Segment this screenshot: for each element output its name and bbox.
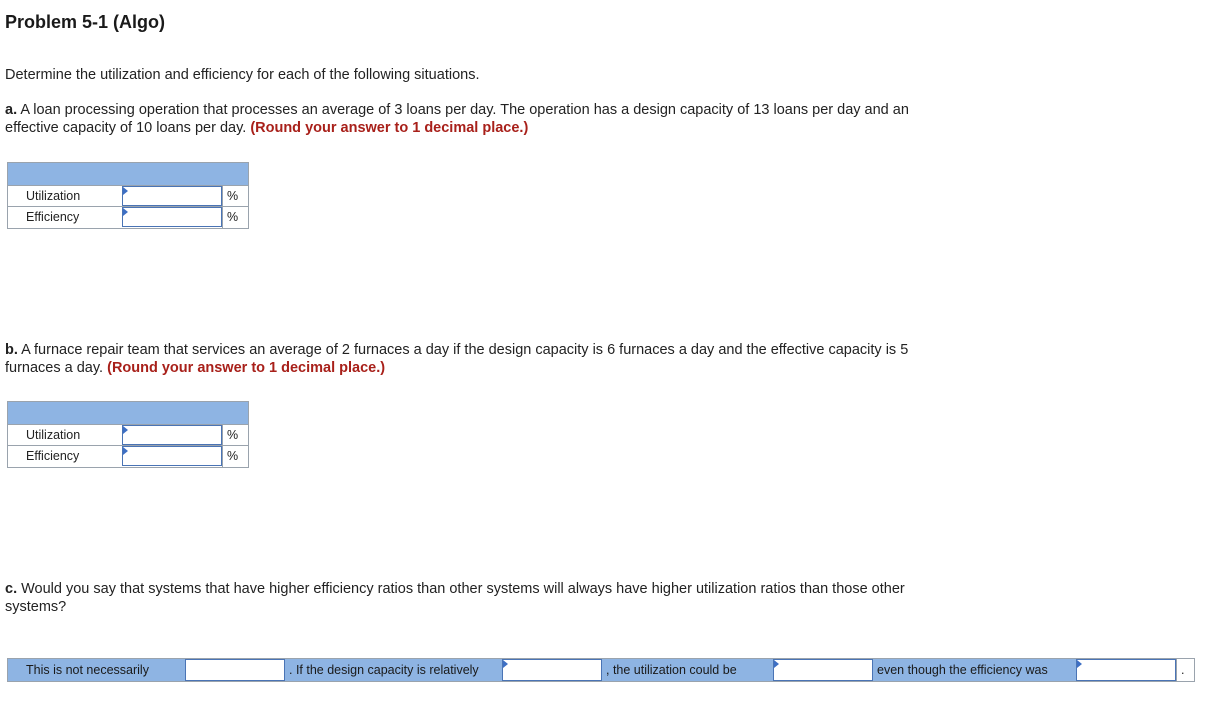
input-marker-icon xyxy=(123,208,128,216)
part-c-question xyxy=(5,580,955,616)
input-marker-icon xyxy=(1077,660,1082,668)
table-row xyxy=(7,446,249,468)
page-title: Problem 5-1 (Algo) xyxy=(5,12,166,32)
part-b-utilization-input[interactable] xyxy=(122,425,222,445)
input-marker-icon xyxy=(503,660,508,668)
part-a-utilization-input[interactable] xyxy=(122,186,222,206)
part-b-answer-table xyxy=(7,401,249,468)
part-c-dropdown-1[interactable] xyxy=(185,659,285,681)
percent-unit: % xyxy=(222,425,248,445)
sentence-segment: even though the efficiency was xyxy=(873,659,1076,681)
sentence-segment: , the utilization could be xyxy=(602,659,773,681)
part-c-dropdown-3[interactable] xyxy=(773,659,873,681)
efficiency-label: Efficiency xyxy=(26,449,80,463)
utilization-label: Utilization xyxy=(26,428,81,442)
intro-text: Determine the utilization and efficiency for each of the following situations. xyxy=(5,67,480,83)
input-marker-icon xyxy=(774,660,779,668)
part-c-answer-sentence xyxy=(7,658,1195,682)
part-b-question xyxy=(5,341,925,377)
part-a-answer-table xyxy=(7,162,249,229)
table-row xyxy=(7,185,249,207)
efficiency-label: Efficiency xyxy=(26,210,80,224)
input-marker-icon xyxy=(123,187,128,195)
part-b-round-note: (Round your answer to 1 decimal place.) xyxy=(107,360,386,376)
part-a-round-note: (Round your answer to 1 decimal place.) xyxy=(250,120,529,136)
percent-unit: % xyxy=(222,207,248,228)
table-header xyxy=(7,401,249,424)
table-header xyxy=(7,162,249,185)
input-marker-icon xyxy=(123,447,128,455)
part-c-dropdown-4[interactable] xyxy=(1076,659,1176,681)
table-row xyxy=(7,424,249,446)
sentence-segment: This is not necessarily xyxy=(8,659,185,681)
sentence-segment: . If the design capacity is relatively xyxy=(285,659,502,681)
sentence-end: . xyxy=(1176,659,1194,681)
table-row xyxy=(7,207,249,229)
utilization-label: Utilization xyxy=(26,189,81,203)
part-c-letter: c. xyxy=(5,581,18,597)
percent-unit: % xyxy=(222,186,248,206)
part-c-text: Would you say that systems that have higher efficiency ratios than other systems will always have higher utilization ratios than those other systems? xyxy=(5,581,905,615)
part-a-letter: a. xyxy=(5,102,18,118)
part-b-efficiency-input[interactable] xyxy=(122,446,222,466)
part-b-letter: b. xyxy=(5,342,18,358)
percent-unit: % xyxy=(222,446,248,467)
part-c-dropdown-2[interactable] xyxy=(502,659,602,681)
part-a-question xyxy=(5,101,945,137)
part-a-text: A loan processing operation that processes an average of 3 loans per day. The operation has a design capacity of 13 loans per day and an effective capacity of 10 loans per day. xyxy=(5,102,909,136)
input-marker-icon xyxy=(123,426,128,434)
part-b-text: A furnace repair team that services an average of 2 furnaces a day if the design capacity is 6 furnaces a day and the effective capacity is 5 furnaces a day. xyxy=(5,342,909,376)
part-a-efficiency-input[interactable] xyxy=(122,207,222,227)
